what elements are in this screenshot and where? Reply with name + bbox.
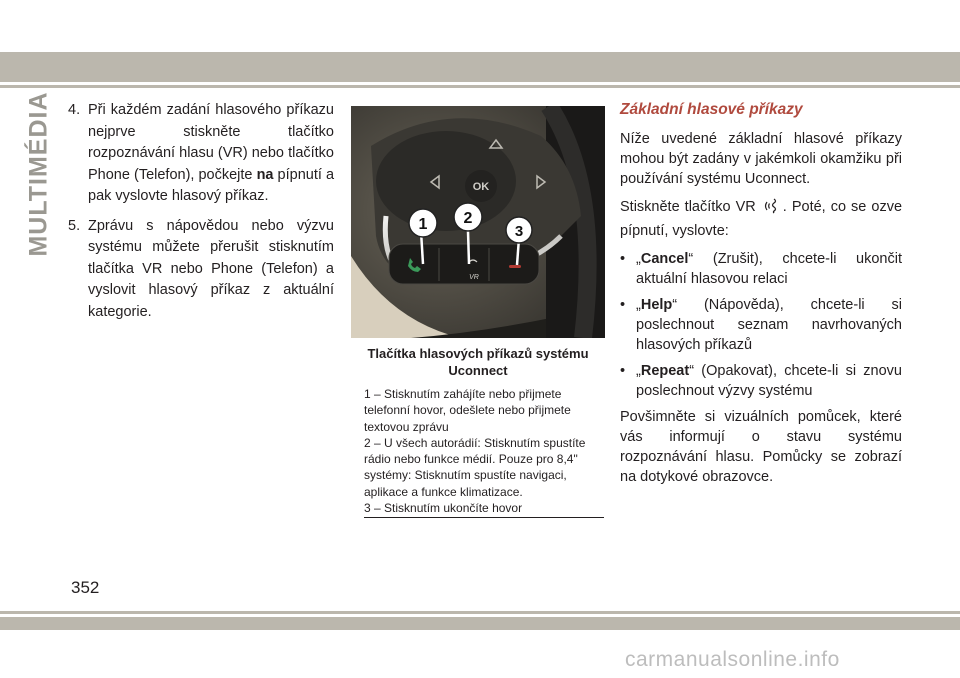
step-text-part: Při každém zadání hlasového příkazu nejprve stiskněte tlačítko rozpoznávání hlasu (VR) nebo tlačítko Phone (Telefon), počkejte	[88, 102, 334, 183]
callout-number: 2	[463, 210, 473, 227]
header-band	[0, 52, 960, 82]
step-text-bold: na	[256, 166, 274, 183]
caption-line: 1 – Stisknutím zahájíte nebo přijmete telefonní hovor, odešlete nebo přijmete textovou zprávu	[364, 387, 571, 434]
figure-caption-title: Tlačítka hlasových příkazů systému Uconnect	[367, 346, 589, 378]
bullet-dot: •	[620, 363, 626, 379]
left-column	[68, 100, 334, 331]
step-number: 5.	[68, 217, 81, 234]
step-number: 4.	[68, 102, 81, 118]
bullet-open-quote: „	[636, 363, 641, 379]
end-call-icon	[509, 265, 521, 268]
bullet-open-quote: „	[636, 297, 641, 313]
press-paragraph	[620, 197, 902, 241]
caption-rule	[364, 517, 604, 518]
command-bullet	[620, 295, 902, 355]
press-text-before: Stiskněte tlačítko VR	[620, 199, 756, 215]
footer-band	[0, 617, 960, 630]
step-item	[68, 100, 334, 208]
steering-wheel-illustration	[351, 106, 605, 338]
command-description: “ (Nápověda), chcete-li si poslechnout seznam navrhovaných hlasových příkazů	[636, 297, 902, 353]
command-description: “ (Zrušit), chcete-li ukončit aktuální hlasovou relaci	[636, 251, 902, 287]
step-text-part: pípnutí a pak vyslovte hlasový příkaz.	[88, 166, 335, 204]
command-description: “ (Opakovat), chcete-li si znovu poslechnout výzvy systému	[636, 363, 902, 399]
watermark: carmanualsonline.info	[625, 648, 840, 671]
callout-number: 3	[514, 223, 524, 240]
command-keyword: Help	[640, 297, 673, 313]
ok-button-label: OK	[472, 181, 490, 193]
command-keyword: Cancel	[640, 251, 689, 267]
header-rule	[0, 85, 960, 88]
section-tab-label: MULTIMÉDIA	[24, 91, 53, 257]
intro-paragraph: Níže uvedené základní hlasové příkazy mohou být zadány v jakémkoli okamžiku při používání systému Uconnect.	[620, 131, 902, 187]
vr-button-label: VR	[469, 274, 479, 281]
outro-paragraph: Povšimněte si vizuálních pomůcek, které vás informují o stavu systému rozpoznávání hlasu. Pomůcky se zobrazí na dotykové obrazovce.	[620, 409, 902, 485]
figure-caption-body	[364, 386, 604, 516]
bullet-dot: •	[620, 297, 626, 313]
callout-number: 1	[418, 216, 428, 233]
section-tab	[24, 91, 54, 257]
voice-command-icon	[763, 197, 781, 221]
step-text-part: Zprávu s nápovědou nebo výzvu systému můžete přerušit stisknutím tlačítka VR nebo Phone (Telefon) a vyslovit hlasový příkaz z aktuální kategorie.	[88, 217, 334, 320]
page-number: 352	[71, 578, 100, 597]
bullet-open-quote: „	[636, 251, 641, 267]
caption-line: 2 – U všech autorádií: Stisknutím spustíte rádio nebo funkce médií. Pouze pro 8,4" systémy: Stisknutím spustíte navigaci, aplikace a funkce klimatizace.	[364, 435, 586, 499]
press-text-after: . Poté, co se ozve pípnutí, vyslovte:	[620, 199, 903, 239]
command-bullet	[620, 249, 902, 289]
right-column	[620, 100, 902, 495]
command-keyword: Repeat	[640, 363, 690, 379]
command-bullet	[620, 361, 902, 401]
steering-wheel-photo	[351, 106, 605, 338]
step-item	[68, 216, 334, 324]
bullet-dot: •	[620, 251, 626, 267]
section-heading: Základní hlasové příkazy	[620, 101, 803, 118]
footer-rule	[0, 611, 960, 614]
caption-line: 3 – Stisknutím ukončíte hovor	[364, 501, 523, 516]
